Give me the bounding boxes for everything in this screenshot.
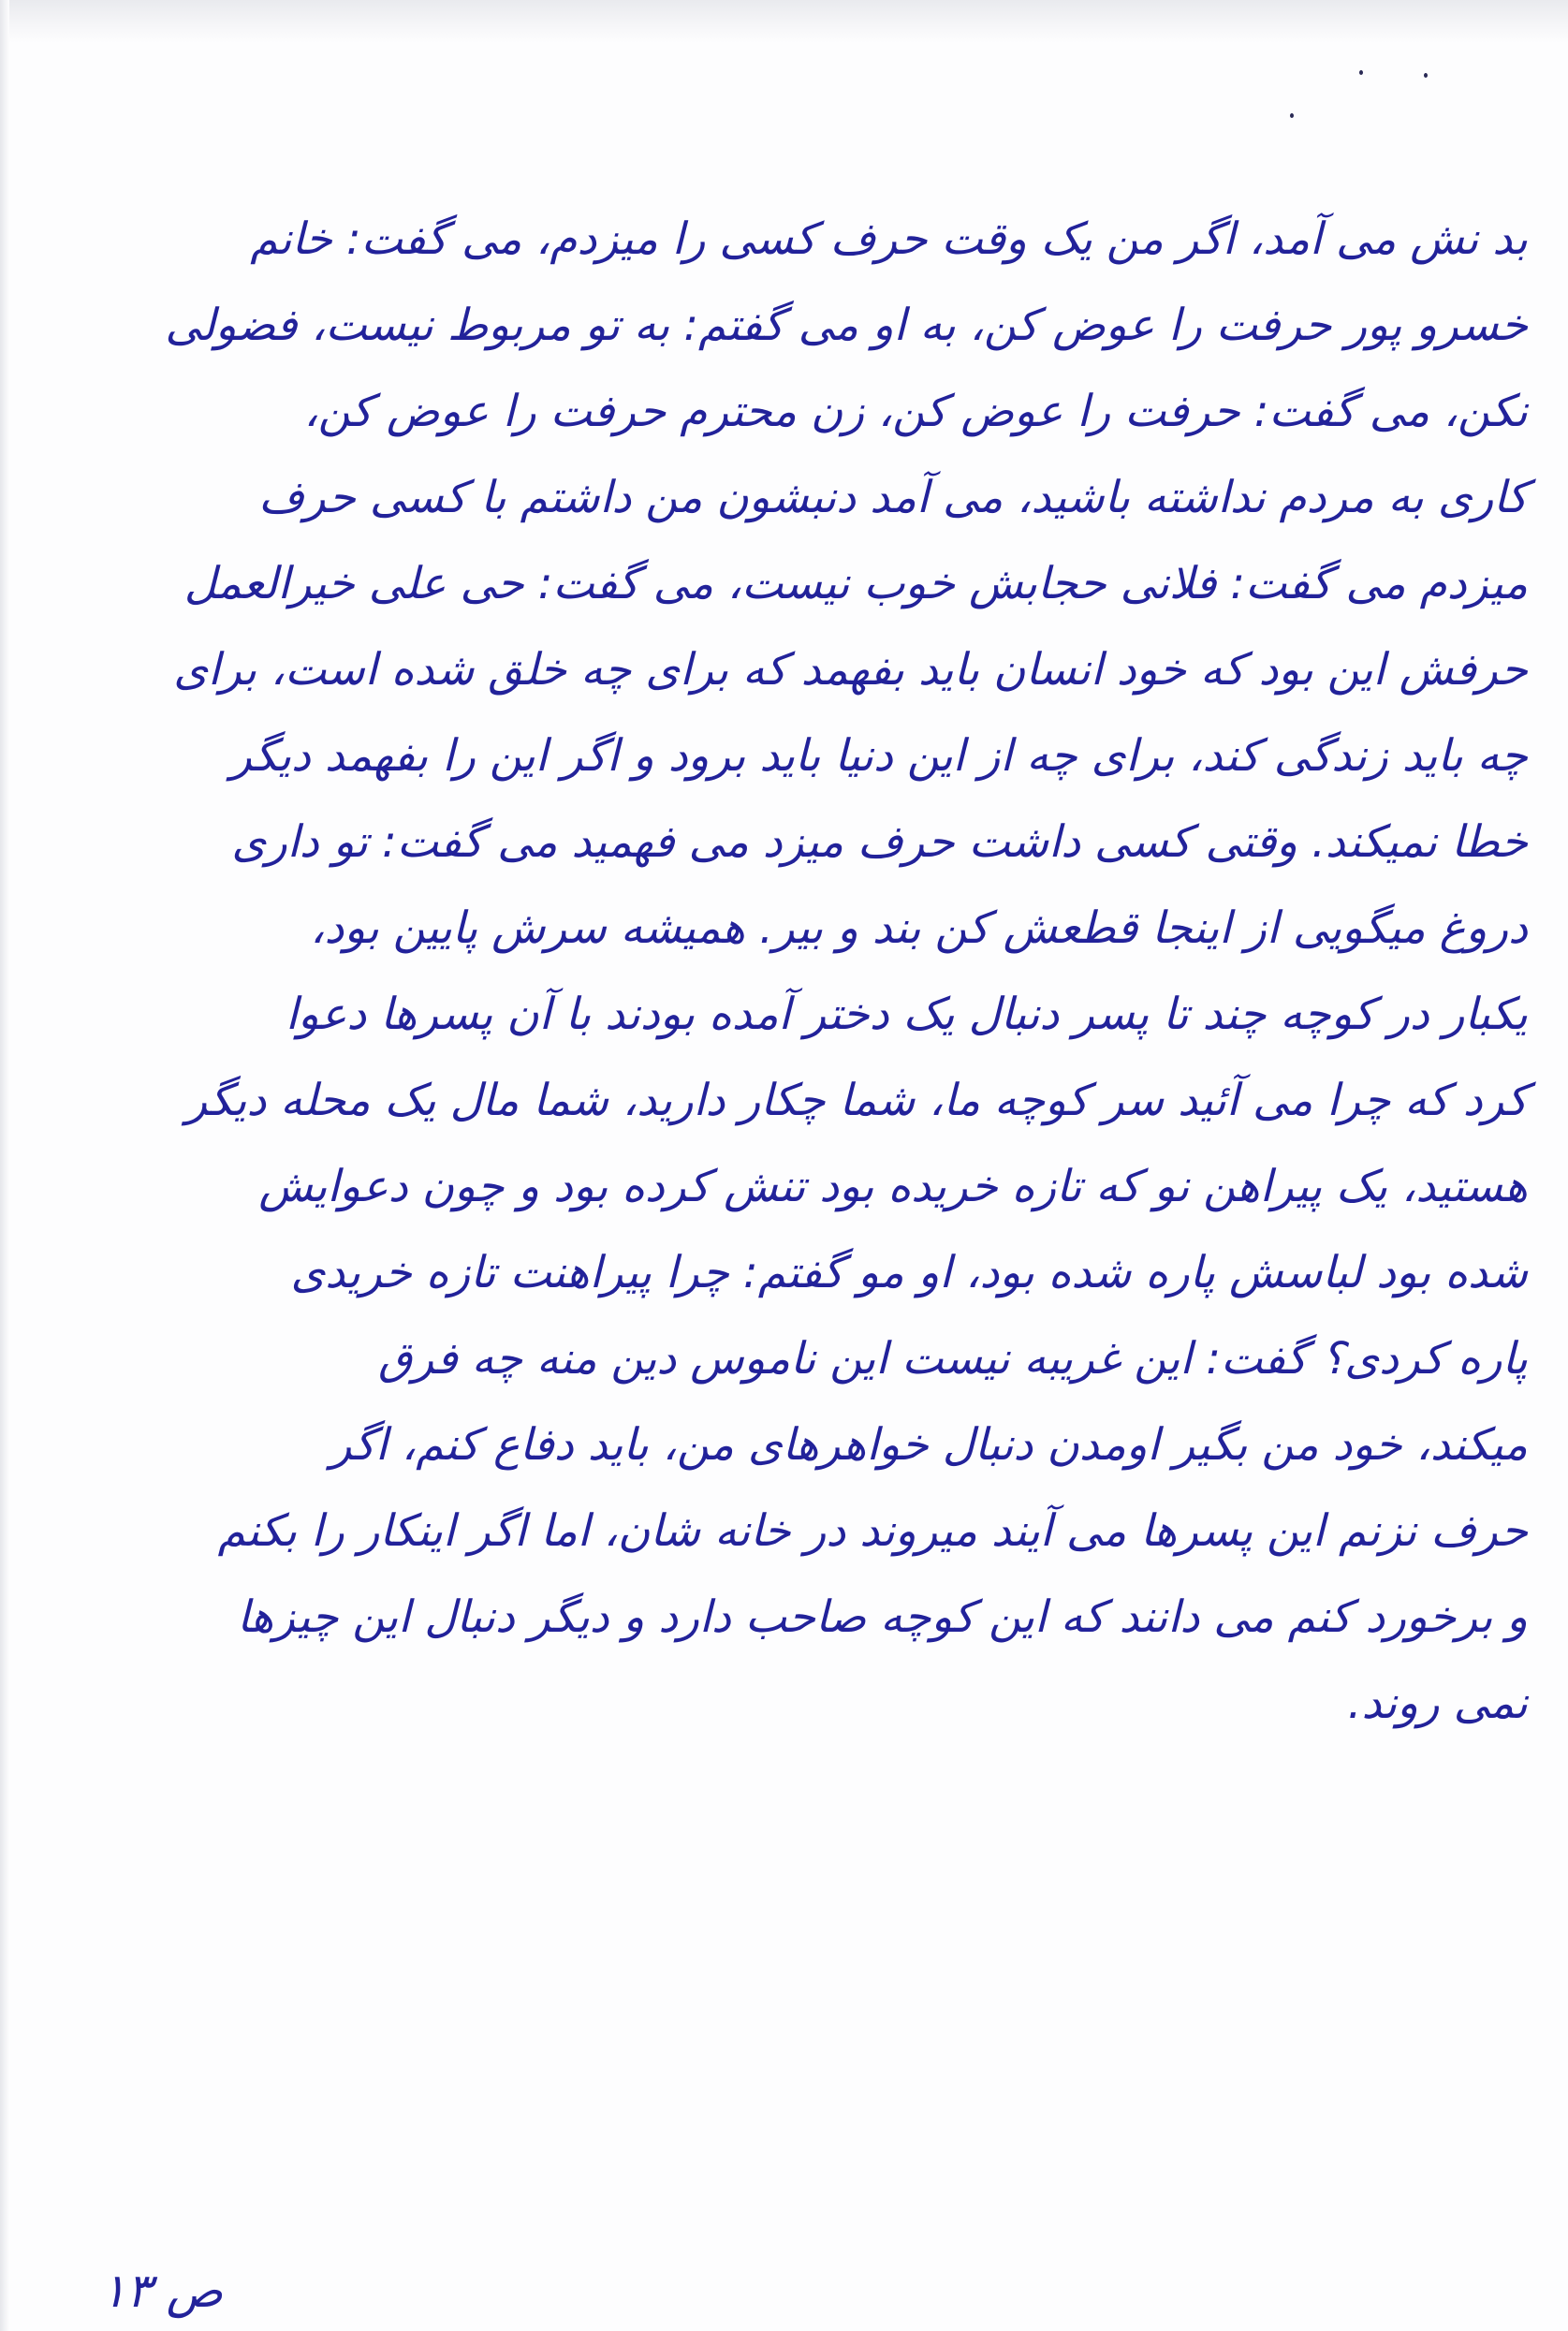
text-line-16: حرف نزنم این پسرها می آیند میروند در خانه شان، اما اگر اینکار را بکنم — [217, 1505, 1528, 1557]
ink-speck — [1359, 70, 1363, 75]
ink-speck — [1424, 73, 1428, 78]
text-line-14: پاره کردی؟ گفت: این غریبه نیست این ناموس دین منه چه فرق — [377, 1333, 1528, 1385]
text-line-3: نکن، می گفت: حرفت را عوض کن، زن محترم حرفت را عوض کن، — [303, 386, 1528, 437]
text-line-1: بد نش می آمد، اگر من یک وقت حرف کسی را میزدم، می گفت: خانم — [250, 213, 1528, 265]
text-line-2: خسرو پور حرفت را عوض کن، به او می گفتم: به تو مربوط نیست، فضولی — [165, 300, 1528, 351]
text-line-4: کاری به مردم نداشته باشید، می آمد دنبشون من داشتم با کسی حرف — [258, 472, 1528, 523]
scan-top-shadow — [0, 0, 1568, 43]
text-line-15: میکند، خود من بگیر اومدن دنبال خواهرهای من، باید دفاع کنم، اگر — [330, 1419, 1528, 1471]
text-line-18: نمی روند. — [1347, 1678, 1528, 1729]
text-line-8: خطا نمیکند. وقتی کسی داشت حرف میزد می فهمید می گفت: تو داری — [231, 816, 1528, 868]
text-line-10: یکبار در کوچه چند تا پسر دنبال یک دختر آمده بودند با آن پسرها دعوا — [286, 989, 1528, 1040]
page-number: ص ۱۳ — [101, 2264, 224, 2318]
text-line-6: حرفش این بود که خود انسان باید بفهمد که برای چه خلق شده است، برای — [173, 644, 1528, 696]
text-line-5: میزدم می گفت: فلانی حجابش خوب نیست، می گفت: حی علی خیرالعمل — [183, 558, 1528, 609]
ink-speck — [1290, 113, 1294, 118]
text-line-7: چه باید زندگی کند، برای چه از این دنیا باید برود و اگر این را بفهمد دیگر — [230, 730, 1528, 782]
text-line-12: هستید، یک پیراهن نو که تازه خریده بود تنش کرده بود و چون دعوایش — [258, 1161, 1528, 1212]
text-line-9: دروغ میگویی از اینجا قطعش کن بند و بیر. همیشه سرش پایین بود، — [310, 902, 1528, 954]
text-line-17: و برخورد کنم می دانند که این کوچه صاحب دارد و دیگر دنبال این چیزها — [237, 1591, 1528, 1643]
text-line-13: شده بود لباسش پاره شده بود، او مو گفتم: چرا پیراهنت تازه خریدی — [290, 1247, 1528, 1298]
scan-left-shadow — [0, 0, 9, 2331]
text-line-11: کرد که چرا می آئید سر کوچه ما، شما چکار دارید، شما مال یک محله دیگر — [185, 1075, 1528, 1126]
